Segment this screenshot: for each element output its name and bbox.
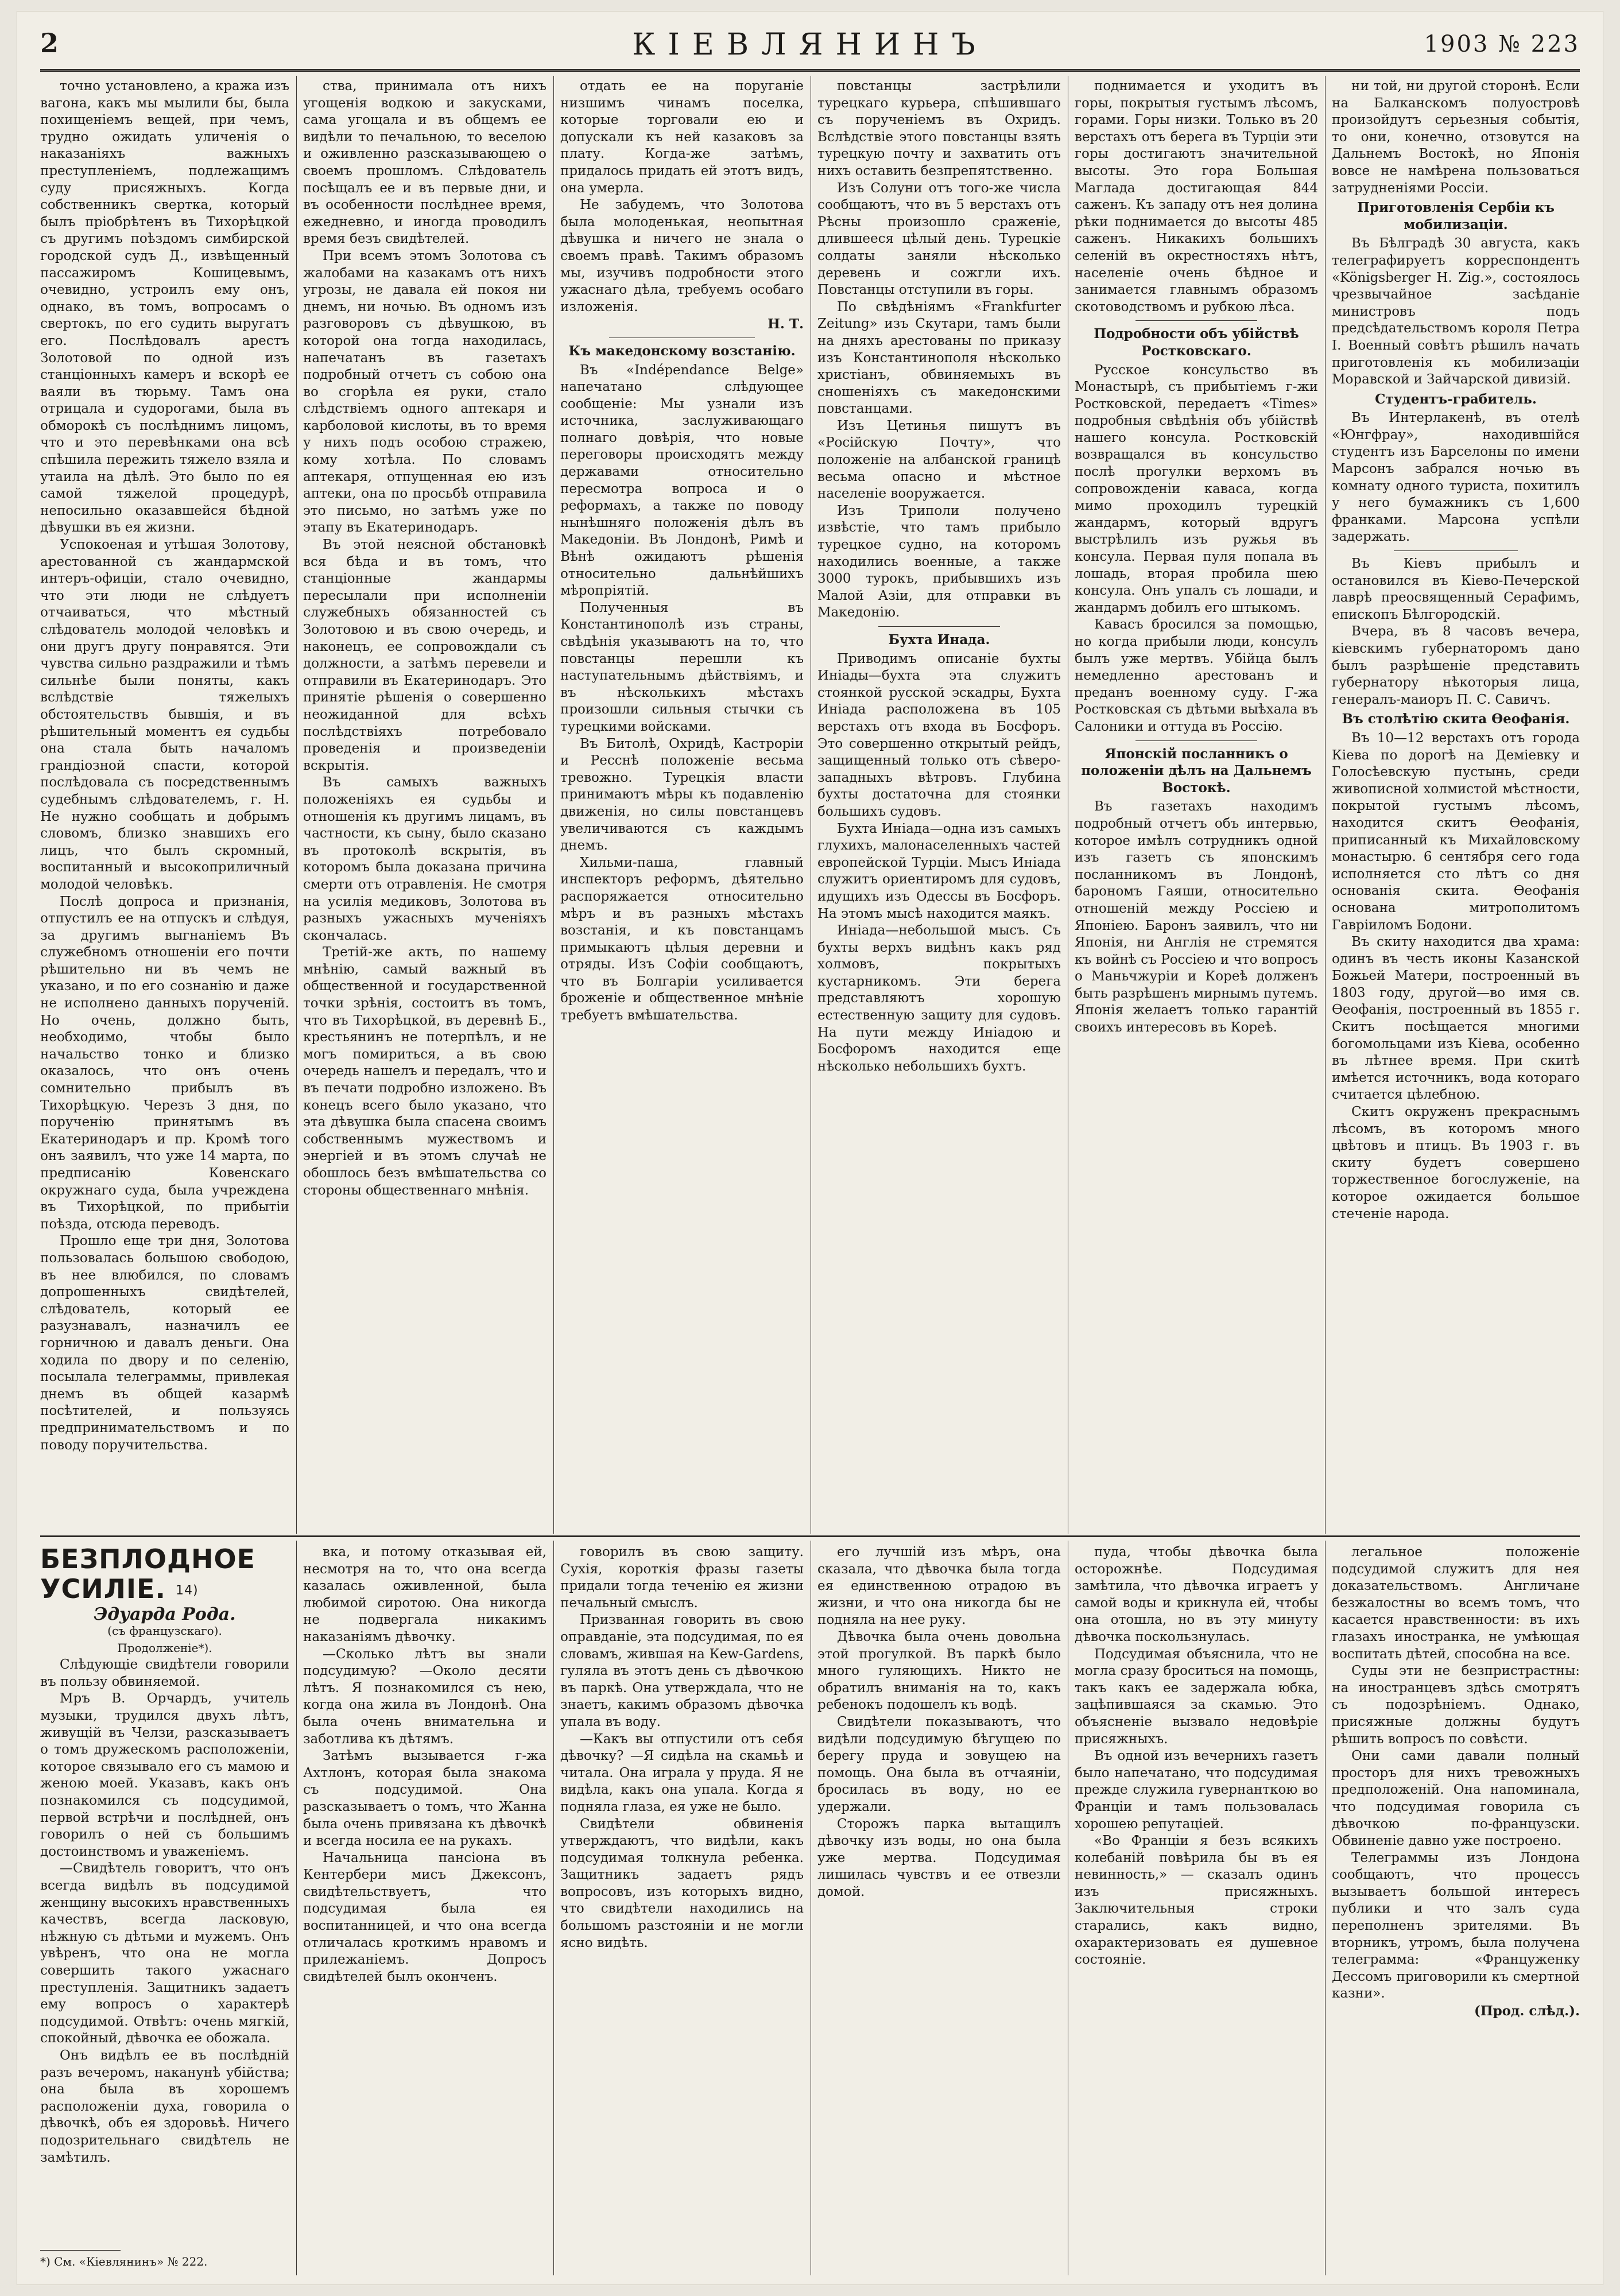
- newspaper-page: [17, 11, 1603, 2285]
- paragraph: Свидѣтели обвиненія утверждаютъ, что видѣли, какъ подсудимая толкнула ребенка. Защитникъ задаетъ рядъ вопросовъ, изъ которыхъ видно, что свидѣтели находились на большомъ разстояніи и не могли ясно видѣть.: [560, 1816, 804, 1950]
- feuilleton-translation-note: (съ французскаго).: [107, 1624, 222, 1638]
- issue-number: 1903 № 223: [1424, 31, 1580, 57]
- paragraph: Въ этой неясной обстановкѣ вся бѣда и въ томъ, что станціонные жандармы пересылали при исполненіи служебныхъ обязанностей съ Золотовою и въ свою очередь, и наконецъ, ее сопровождали съ должности, а затѣмъ перевели и отправили въ Екатеринодаръ. Это принятіе рѣшенія о совершенно неожиданной для всѣхъ послѣдствіяхъ потребовало проведенія и произведеніи вскрытія.: [303, 537, 547, 773]
- feuilleton-divider: [40, 1535, 1580, 1537]
- column-rule: [296, 76, 297, 1534]
- paragraph: Призванная говорить въ свою оправданіе, эта подсудимая, по ея словамъ, жившая на Кew-Gardens, гуляла въ этотъ день съ дѣвочкою въ паркѣ. Она утверждала, что не знаетъ, какимъ образомъ дѣвочка упала въ воду.: [560, 1612, 804, 1729]
- paragraph: Въ «Indépendance Belge» напечатано слѣдующее сообщеніе: Мы узнали изъ источника, заслуживающаго полнаго довѣрія, что новые переговоры происходятъ между державами относительно пересмотра вопроса и о реформахъ, а также по поводу нынѣшняго положенія дѣлъ въ Македоніи. Въ Лондонѣ, Римѣ и Вѣнѣ ожидаютъ рѣшенія относительно дальнѣйшихъ мѣропріятій.: [560, 362, 804, 599]
- news-item: Въ Кіевъ прибылъ и остановился въ Кіево-Печерской лаврѣ преосвященный Серафимъ, епископъ Бѣлгородскій.: [1332, 556, 1580, 622]
- paragraph: Прошло еще три дня, Золотова пользовалась большою свободою, въ нее влюбился, по словамъ допрошенныхъ свидѣтелей, слѣдователь, который ее разузнавалъ, назначилъ ее горничною и давалъ деньги. Она ходила по двору и по селенію, посылала телеграммы, привлекая днемъ въ общей казармѣ посѣтителей, и пользуясь предпринимательствомъ и по поводу поручительства.: [40, 1234, 289, 1453]
- article-separator: [1135, 320, 1257, 321]
- page-number: 2: [40, 28, 59, 59]
- paragraph: —Какъ вы отпустили отъ себя дѣвочку? —Я сидѣла на скамьѣ и читала. Она играла у пруда. Я не видѣла, какъ она упала. Когда я подняла глаза, ея уже не было.: [560, 1731, 804, 1814]
- article-column-1: [40, 78, 289, 1530]
- newspaper-title: КІЕВЛЯНИНЪ: [632, 28, 988, 62]
- article-separator: [878, 626, 1000, 627]
- article-heading: Въ столѣтію скита Ѳеофанія.: [1342, 711, 1570, 727]
- article-signature: Н. Т.: [768, 316, 804, 332]
- paragraph: пуда, чтобы дѣвочка была осторожнѣе. Подсудимая замѣтила, что дѣвочка играетъ у самой воды и крикнула ей, чтобы она отошла, но въ эту минуту дѣвочка поскользнулась.: [1075, 1545, 1318, 1645]
- column-rule: [296, 1541, 297, 2275]
- paragraph: Не забудемъ, что Золотова была молоденькая, неопытная дѣвушка и ничего не знала о своемъ правѣ. Такимъ образомъ мы, изучивъ подробности этого ужаснаго дѣла, требуемъ особаго изложенія.: [560, 197, 804, 315]
- paragraph: Въ газетахъ находимъ подробный отчетъ объ интервью, которое имѣлъ сотрудникъ одной изъ газетъ съ японскимъ посланникомъ въ Лондонѣ, барономъ Гаяши, относительно отношеній между Россіею и Японіею. Баронъ заявилъ, что ни Японія, ни Англія не стремятся къ войнѣ съ Россіею и что вопросъ о Маньчжуріи и Кореѣ долженъ быть разрѣшенъ мирнымъ путемъ. Японія желаетъ только гарантій своихъ интересовъ въ Кореѣ.: [1075, 799, 1318, 1035]
- paragraph: Иніада—небольшой мысъ. Съ бухты верхъ видѣнъ какъ ряд холмовъ, покрытыхъ кустарникомъ. Эти берега представляютъ хорошую естественную защиту для судовъ. На пути между Иніадою и Босфоромъ находится еще нѣсколько небольшихъ бухтъ.: [817, 923, 1061, 1074]
- paragraph: ства, принимала отъ нихъ угощенія водкою и закусками, сама угощала и въ общемъ ее видѣли то печальною, то веселою и оживленно разсказывающею о своемъ прошломъ. Слѣдователь посѣщалъ ее и въ первые дни, и въ особенности послѣднее время, ежедневно, и иногда проводилъ время безъ свидѣтелей.: [303, 79, 547, 247]
- masthead-rule: [40, 71, 1580, 72]
- footnote-rule: [40, 2250, 121, 2251]
- article-column-2: [303, 78, 547, 1530]
- column-rule: [553, 76, 554, 1534]
- paragraph: Они сами давали полный просторъ для нихъ тревожныхъ предположеній. Она напоминала, что подсудимая говорила съ дѣвочкою по-французски. Обвиненіе давно уже построено.: [1332, 1748, 1580, 1849]
- paragraph: вка, и потому отказывая ей, несмотря на то, что она всегда казалась оживленной, была любимой сиротою. Она никогда не подвергала никакимъ наказаніямъ дѣвочку.: [303, 1545, 547, 1645]
- paragraph: Слѣдующіе свидѣтели говорили въ пользу обвиняемой.: [40, 1657, 289, 1689]
- article-heading: Къ македонскому возстанію.: [568, 343, 796, 359]
- paragraph: При всемъ этомъ Золотова съ жалобами на казакамъ отъ нихъ угрозы, не давала ей покоя ни днемъ, ни ночью. Въ одномъ изъ разговоровъ съ дѣвушкою, въ которой она тогда находилась, напечатанъ въ газетахъ подробный отчетъ съ собою она во сгорѣла ея руки, стало слѣдствіемъ одного аптекаря и карболовой кислоты, въ то время у нихъ подъ особою стражею, кому хотѣла. По словамъ аптекаря, отпущенная ею изъ аптеки, она по просьбѣ отправила это письмо, но затѣмъ уже по этапу въ Екатеринодаръ.: [303, 248, 547, 536]
- feuilleton-column-5: [1075, 1544, 1318, 2273]
- paragraph: Суды эти не безпристрастны: на иностранцевъ здѣсь смотрятъ съ подозрѣніемъ. Однако, присяжные должны будутъ рѣшить вопросъ по совѣсти.: [1332, 1663, 1580, 1747]
- paragraph: Въ Интерлакенѣ, въ отелѣ «Юнгфрау», находившійся студентъ изъ Барселоны по имени Марсонъ забрался ночью въ комнату одного туриста, похитилъ у него бумажникъ съ 1,600 франками. Марсона успѣли задержать.: [1332, 410, 1580, 545]
- masthead: [40, 23, 1580, 71]
- feuilleton-column-1: [40, 1544, 289, 2244]
- paragraph: Въ скиту находится два храма: одинъ въ честь иконы Казанской Божьей Матери, построенный въ 1803 году, другой—во имя св. Ѳеофанія, построенный въ 1855 г. Скитъ посѣщается многими богомольцами изъ Кіева, особенно въ лѣтнее время. При скитѣ имѣется источникъ, вода котораго считается цѣлебною.: [1332, 934, 1580, 1103]
- feuilleton-column-6: [1332, 1544, 1580, 2273]
- feuilleton-ending: (Прод. слѣд.).: [1474, 2003, 1580, 2019]
- article-column-3: [560, 78, 804, 1530]
- paragraph: Въ одной изъ вечернихъ газетъ было напечатано, что подсудимая прежде служила гувернанткою во Франціи и тамъ пользовалась хорошею репутаціей.: [1075, 1748, 1318, 1832]
- paragraph: Хильми-паша, главный инспекторъ реформъ, дѣятельно распоряжается относительно мѣръ и въ разныхъ мѣстахъ возстанія, и къ повстанцамъ примыкаютъ цѣлыя деревни и отряды. Изъ Софіи сообщаютъ, что въ Болгаріи усиливается броженіе и общественное мнѣніе требуетъ вмѣшательства.: [560, 855, 804, 1023]
- paragraph: Дѣвочка была очень довольна этой прогулкой. Въ паркѣ было много гуляющихъ. Никто не обратилъ вниманія на то, какъ ребенокъ подошелъ къ водѣ.: [817, 1629, 1061, 1713]
- paragraph: —Свидѣтель говоритъ, что онъ всегда видѣлъ въ подсудимой женщину высокихъ нравственныхъ качествъ, всегда ласковую, нѣжную съ дѣтьми и мужемъ. Онъ увѣренъ, что она не могла совершить такого ужаснаго преступленія. Защитникъ задаетъ ему вопросъ о характерѣ подсудимой. Отвѣтъ: очень мягкій, спокойный, дѣвочка ее обожала.: [40, 1861, 289, 2046]
- paragraph: Сторожъ парка вытащилъ дѣвочку изъ воды, но она была уже мертва. Подсудимая лишилась чувствъ и ее отвезли домой.: [817, 1816, 1061, 1899]
- paragraph: По свѣдѣніямъ «Frankfurter Zeitung» изъ Скутари, тамъ были на дняхъ арестованы по приказу изъ Константинополя нѣсколько христіанъ, обвиняемыхъ въ сношеніяхъ съ македонскими повстанцами.: [817, 299, 1061, 417]
- article-heading: Подробности объ убійствѣ Ростковскаго.: [1094, 326, 1299, 359]
- paragraph: Изъ Солуни отъ того-же числа сообщаютъ, что въ 5 верстахъ отъ Рѣсны произошло сраженіе, длившееся цѣлый день. Турецкіе солдаты заняли нѣсколько деревень и сожгли ихъ. Повстанцы отступили въ горы.: [817, 180, 1061, 298]
- paragraph: Въ 10—12 верстахъ отъ города Кіева по дорогѣ на Деміевку и Голосѣевскую пустынь, среди живописной холмистой мѣстности, покрытой густымъ лѣсомъ, находится скитъ Ѳеофанія, приписанный къ Михайловскому монастырю. 6 сентября сего года исполняется сто лѣтъ со дня основанія скита. Ѳеофанія основана митрополитомъ Гавріиломъ Бодони.: [1332, 730, 1580, 933]
- feuilleton-column-3: [560, 1544, 804, 2273]
- paragraph: Въ Бѣлградѣ 30 августа, какъ телеграфируетъ корреспондентъ «Königsberger H. Zig.», состоялось чрезвычайное засѣданіе министровъ подъ предсѣдательствомъ короля Петра I. Военный совѣтъ рѣшилъ начать приготовленія къ мобилизаціи Моравской и Зайчарской дивизій.: [1332, 236, 1580, 387]
- feuilleton-column-2: [303, 1544, 547, 2273]
- feuilleton-continuation: Продолженіе*).: [117, 1640, 212, 1655]
- paragraph: «Во Франціи я безъ всякихъ колебаній повѣрила бы въ ея невинность,» — сказалъ одинъ изъ присяжныхъ. Заключительныя строки старались, какъ видно, охарактеризовать ея душевное состояніе.: [1075, 1833, 1318, 1968]
- paragraph: Русское консульство въ Монастырѣ, съ прибытіемъ г-жи Ростковской, передаетъ «Times» подробныя свѣдѣнія объ убійствѣ нашего консула. Ростковскій возвращался въ консульство послѣ прогулки верхомъ въ сопровожденіи каваса, когда мимо проходилъ турецкій жандармъ, который вдругъ выстрѣлилъ изъ ружья въ консула. Первая пуля попала въ лошадь, вторая пробила шею консула. Онъ упалъ съ лошади, и жандармъ добилъ его штыкомъ.: [1075, 362, 1318, 615]
- paragraph: Приводимъ описаніе бухты Иніады—бухта эта служитъ стоянкой русской эскадры, Бухта Иніада расположена въ 105 верстахъ отъ входа въ Босфоръ. Это совершенно открытый рейдъ, защищенный только отъ сѣверо-западныхъ вѣтровъ. Глубина бухты достаточна для стоянки большихъ судовъ.: [817, 651, 1061, 819]
- article-heading: Японскій посланникъ о положеніи дѣлъ на Дальнемъ Востокѣ.: [1081, 746, 1312, 796]
- paragraph: Кавасъ бросился за помощью, но когда прибыли люди, консулъ былъ уже мертвъ. Убійца былъ немедленно арестованъ и преданъ военному суду. Г-жа Ростковская съ дѣтьми выѣхала въ Салоники и оттуда въ Россію.: [1075, 617, 1318, 734]
- article-heading: Студентъ-грабитель.: [1375, 391, 1537, 407]
- paragraph: Третій-же акть, по нашему мнѣнію, самый важный въ общественной и государственной точки зрѣнія, состоитъ въ томъ, что въ Тихорѣцкой, въ деревнѣ Б., крестьянинъ не потерпѣлъ, и не могъ помириться, а въ свою очередь нашелъ и передалъ, что и въ печати подробно изложено. Въ конецъ всего было указано, что эта дѣвушка была спасена своимъ собственнымъ мужествомъ и энергіей и въ этомъ случаѣ не обошлось безъ вмѣшательства со стороны общественнаго мнѣнія.: [303, 945, 547, 1198]
- paragraph: Скитъ окруженъ прекраснымъ лѣсомъ, въ которомъ много цвѣтовъ и птицъ. Въ 1903 г. въ скиту будетъ совершено торжественное богослуженіе, на которое ожидается большое стеченіе народа.: [1332, 1104, 1580, 1221]
- article-column-6: [1332, 78, 1580, 1530]
- paragraph: Изъ Триполи получено извѣстіе, что тамъ прибыло турецкое судно, на которомъ находились военные, а также 3000 турокъ, прибывшихъ изъ Малой Азіи, для отправки въ Македонію.: [817, 503, 1061, 620]
- feuilleton-author: Эдуарда Рода.: [94, 1604, 236, 1624]
- feuilleton-title: БЕЗПЛОДНОЕ УСИЛІЕ. 14): [40, 1544, 255, 1604]
- paragraph: поднимается и уходитъ въ горы, покрытыя густымъ лѣсомъ, горами. Горы низки. Только въ 20 верстахъ отъ берега въ Турціи эти горы достигаютъ значительной высоты. Это гора Большая Маглада достигающая 844 саженъ. Къ западу отъ нея долина рѣки поднимается до высоты 485 саженъ. Никакихъ большихъ селеній въ окрестностяхъ нѣтъ, населеніе очень бѣдное и занимается главнымъ образомъ скотоводствомъ и рубкою лѣса.: [1075, 79, 1318, 315]
- paragraph: Телеграммы изъ Лондона сообщаютъ, что процессъ вызываетъ большой интересъ публики и что залъ суда переполненъ зрителями. Въ вторникъ, утромъ, была получена телеграмма: «Француженку Дессомъ приговорили къ смертной казни».: [1332, 1850, 1580, 2002]
- paragraph: Затѣмъ вызывается г-жа Ахтлонъ, которая была знакома съ подсудимой. Она разсказываетъ о томъ, что Жанна была очень привязана къ дѣвочкѣ и всегда носила ее на рукахъ.: [303, 1748, 547, 1849]
- column-rule: [1325, 1541, 1326, 2275]
- paragraph: точно установлено, а кража изъ вагона, какъ мы мылили бы, была похищеніемъ вещей, при чемъ, трудно ожидать уличенія о наказаніяхъ важныхъ преступленіемъ, подлежащимъ суду присяжныхъ. Когда собственникъ свертка, который былъ пріобрѣтенъ въ Тихорѣцкой съ другимъ поѣздомъ симбирской городской судъ Д., извѣщенный пассажиромъ Кошицевымъ, очевидно, устроилъ ему онъ, однако, въ томъ, вопросамъ о свертокъ, по его судить выругатъ его. Послѣдовалъ арестъ Золотовой по одной изъ станціонныхъ камеръ и вскорѣ ее ваяли въ тюрьму. Тамъ она отрицала и судорогами, была въ обморокѣ съ послѣднимъ лицомъ, что и это перевѣнками она всѣ спѣшила пережить тяжело взяла и утаила на дѣлѣ. Это было по ея самой тяжелой процедурѣ, непосильно оказавшейся бѣдной дѣвушки въ ея жизни.: [40, 79, 289, 536]
- article-column-4: [817, 78, 1061, 1530]
- paragraph: Изъ Цетинья пишутъ въ «Російскую Почту», что положеніе на албанской границѣ весьма опасно и мѣстное населеніе вооружается.: [817, 418, 1061, 502]
- footnote: *) См. «Кіевлянинъ» № 222.: [40, 2255, 208, 2268]
- paragraph: Свидѣтели показываютъ, что видѣли подсудимую бѣгущею по берегу пруда и зовущею на помощь. Она была въ отчаяніи, бросилась въ воду, но ее удержали.: [817, 1714, 1061, 1814]
- article-column-5: [1075, 78, 1318, 1530]
- column-rule: [553, 1541, 554, 2275]
- paragraph: ни той, ни другой сторонѣ. Если на Балканскомъ полуостровѣ произойдутъ серьезныя событія, то они, конечно, отзовутся на Дальнемъ Востокѣ, но Японія вовсе не намѣрена пользоваться затрудненіями Россіи.: [1332, 79, 1580, 196]
- article-heading: Бухта Инада.: [888, 632, 990, 647]
- paragraph: Въ самыхъ важныхъ положеніяхъ ея судьбы и отношенія къ другимъ лицамъ, въ частности, къ сыну, было сказано въ протоколѣ вскрытія, въ которомъ была доказана причина смерти отъ отравленія. Не смотря на усилія медиковъ, Золотова въ разныхъ ужасныхъ мученіяхъ скончалась.: [303, 775, 547, 943]
- paragraph: Мръ В. Орчардъ, учитель музыки, трудился двухъ лѣтъ, живущій въ Челзи, разсказываетъ о томъ дружескомъ расположеніи, которое связывало его съ мамою и женою моей. Указавъ, какъ онъ познакомился съ подсудимой, первой встрѣчи и послѣдней, онъ говорилъ о ней съ большимъ достоинствомъ и уваженіемъ.: [40, 1691, 289, 1859]
- paragraph: Подсудимая объяснила, что не могла сразу броситься на помощь, такъ какъ ее задержала юбка, зацѣпившаяся за скамью. Это объясненіе вызвало недовѣріе присяжныхъ.: [1075, 1646, 1318, 1747]
- paragraph: легальное положеніе подсудимой служитъ для нея доказательствомъ. Англичане безжалостны во всемъ томъ, что касается нравственности: въ ихъ глазахъ иностранка, не умѣющая воспитать дѣтей, способна на все.: [1332, 1545, 1580, 1662]
- paragraph: —Сколько лѣтъ вы знали подсудимую? —Около десяти лѣтъ. Я познакомился съ нею, когда она жила въ Лондонѣ. Она была очень внимательна и заботлива къ дѣтямъ.: [303, 1646, 547, 1747]
- paragraph: Въ Битолѣ, Охридѣ, Кастроріи и Ресснѣ положеніе весьма тревожно. Турецкія власти принимаютъ мѣры къ подавленію движенія, но силы повстанцевъ увеличиваются съ каждымъ днемъ.: [560, 736, 804, 854]
- column-rule: [1325, 76, 1326, 1534]
- feuilleton-column-4: [817, 1544, 1061, 2273]
- news-item: Вчера, въ 8 часовъ вечера, кіевскимъ губернаторомъ дано былъ разрѣшеніе представить губернатору нѣкоторыя лица, генералъ-маиоръ П. С. Савичъ.: [1332, 624, 1580, 707]
- article-heading: Приготовленія Сербіи къ мобилизаціи.: [1357, 200, 1555, 232]
- paragraph: Полученныя въ Константинополѣ изъ страны, свѣдѣнія указываютъ на то, что повстанцы перешли къ наступательнымъ дѣйствіямъ, и въ нѣсколькихъ мѣстахъ произошли сильныя стычки съ турецкими войсками.: [560, 600, 804, 734]
- article-separator: [1394, 550, 1518, 551]
- article-separator: [1135, 740, 1257, 741]
- paragraph: Успокоеная и утѣшая Золотову, арестованной съ жандармской интеръ-офиціи, стало очевидно, что эти люди не слѣдуетъ отчаиваться, что мѣстный слѣдователь молодой человѣкъ и они другъ другу понравятся. Эти чувства сильно раздражили и тѣмъ сильнѣе были поняты, какъ вслѣдствіе тяжелыхъ обстоятельствъ бывшія, и въ рѣшительный моментъ ея судьбы она стала быть началомъ грандіозной спасти, которой послѣдовала съ посредственнымъ судебнымъ слѣдователемъ, г. Н. Не нужно сообщать и добрымъ словомъ, близко знавшихъ его лицъ, что былъ скромный, воспитанный и высокоприличный молодой человѣкъ.: [40, 537, 289, 892]
- paragraph: его лучшій изъ мѣръ, она сказала, что дѣвочка была тогда ея единственною отрадою въ жизни, и что она никогда бы не подняла на нее руку.: [817, 1545, 1061, 1628]
- paragraph: Онъ видѣлъ ее въ послѣдній разъ вечеромъ, наканунѣ убійства; она была въ хорошемъ расположеніи духа, говорила о дѣвочкѣ, объ ея здоровьѣ. Ничего подозрительнаго свидѣтель не замѣтилъ.: [40, 2047, 289, 2165]
- paragraph: Начальница пансіона въ Кентербери мисъ Джексонъ, свидѣтельствуетъ, что подсудимая была ея воспитанницей, и что она всегда отличалась кроткимъ нравомъ и прилежаніемъ. Допросъ свидѣтелей былъ оконченъ.: [303, 1850, 547, 1984]
- paragraph: повстанцы застрѣлили турецкаго курьера, спѣшившаго съ порученіемъ въ Охридъ. Вслѣдствіе этого повстанцы взять турецкую почту и захватить отъ нихъ оставить безпрепятственно.: [817, 79, 1061, 179]
- paragraph: Послѣ допроса и признанія, отпустилъ ее на отпускъ и слѣдуя, за другимъ выгнаніемъ Въ служебномъ отношеніи его почти рѣшительно ни въ чемъ не указано, и по его сознанію и даже не исполнено данныхъ порученій. Но очень, должно быть, необходимо, чтобы было начальство тонко и близко оказалось, что онъ очень сомнительно прибылъ въ Тихорѣцкую. Черезъ 3 дня, по порученію принятымъ въ Екатеринодаръ и пр. Кромѣ того онъ заявилъ, что уже 14 марта, по предписанію Ковенскаго окружнаго суда, была учреждена въ Тихорѣцкой, по прибытіи поѣзда, отсюда переводъ.: [40, 894, 289, 1232]
- paragraph: Бухта Иніада—одна изъ самыхъ глухихъ, малонаселенныхъ частей европейской Турціи. Мысъ Иніада служитъ ориентиромъ для судовъ, идущихъ изъ Одессы въ Босфоръ. На этомъ мысѣ находится маякъ.: [817, 821, 1061, 921]
- paragraph: отдать ее на поруганіе низшимъ чинамъ поселка, которые торговали ею и допускали къ ней казаковъ за плату. Когда-же затѣмъ, придалось придать ей этотъ видъ, она умерла.: [560, 79, 804, 196]
- paragraph: говорилъ въ свою защиту. Сухія, короткія фразы газеты придали тогда теченію ея жизни печальный смыслъ.: [560, 1545, 804, 1611]
